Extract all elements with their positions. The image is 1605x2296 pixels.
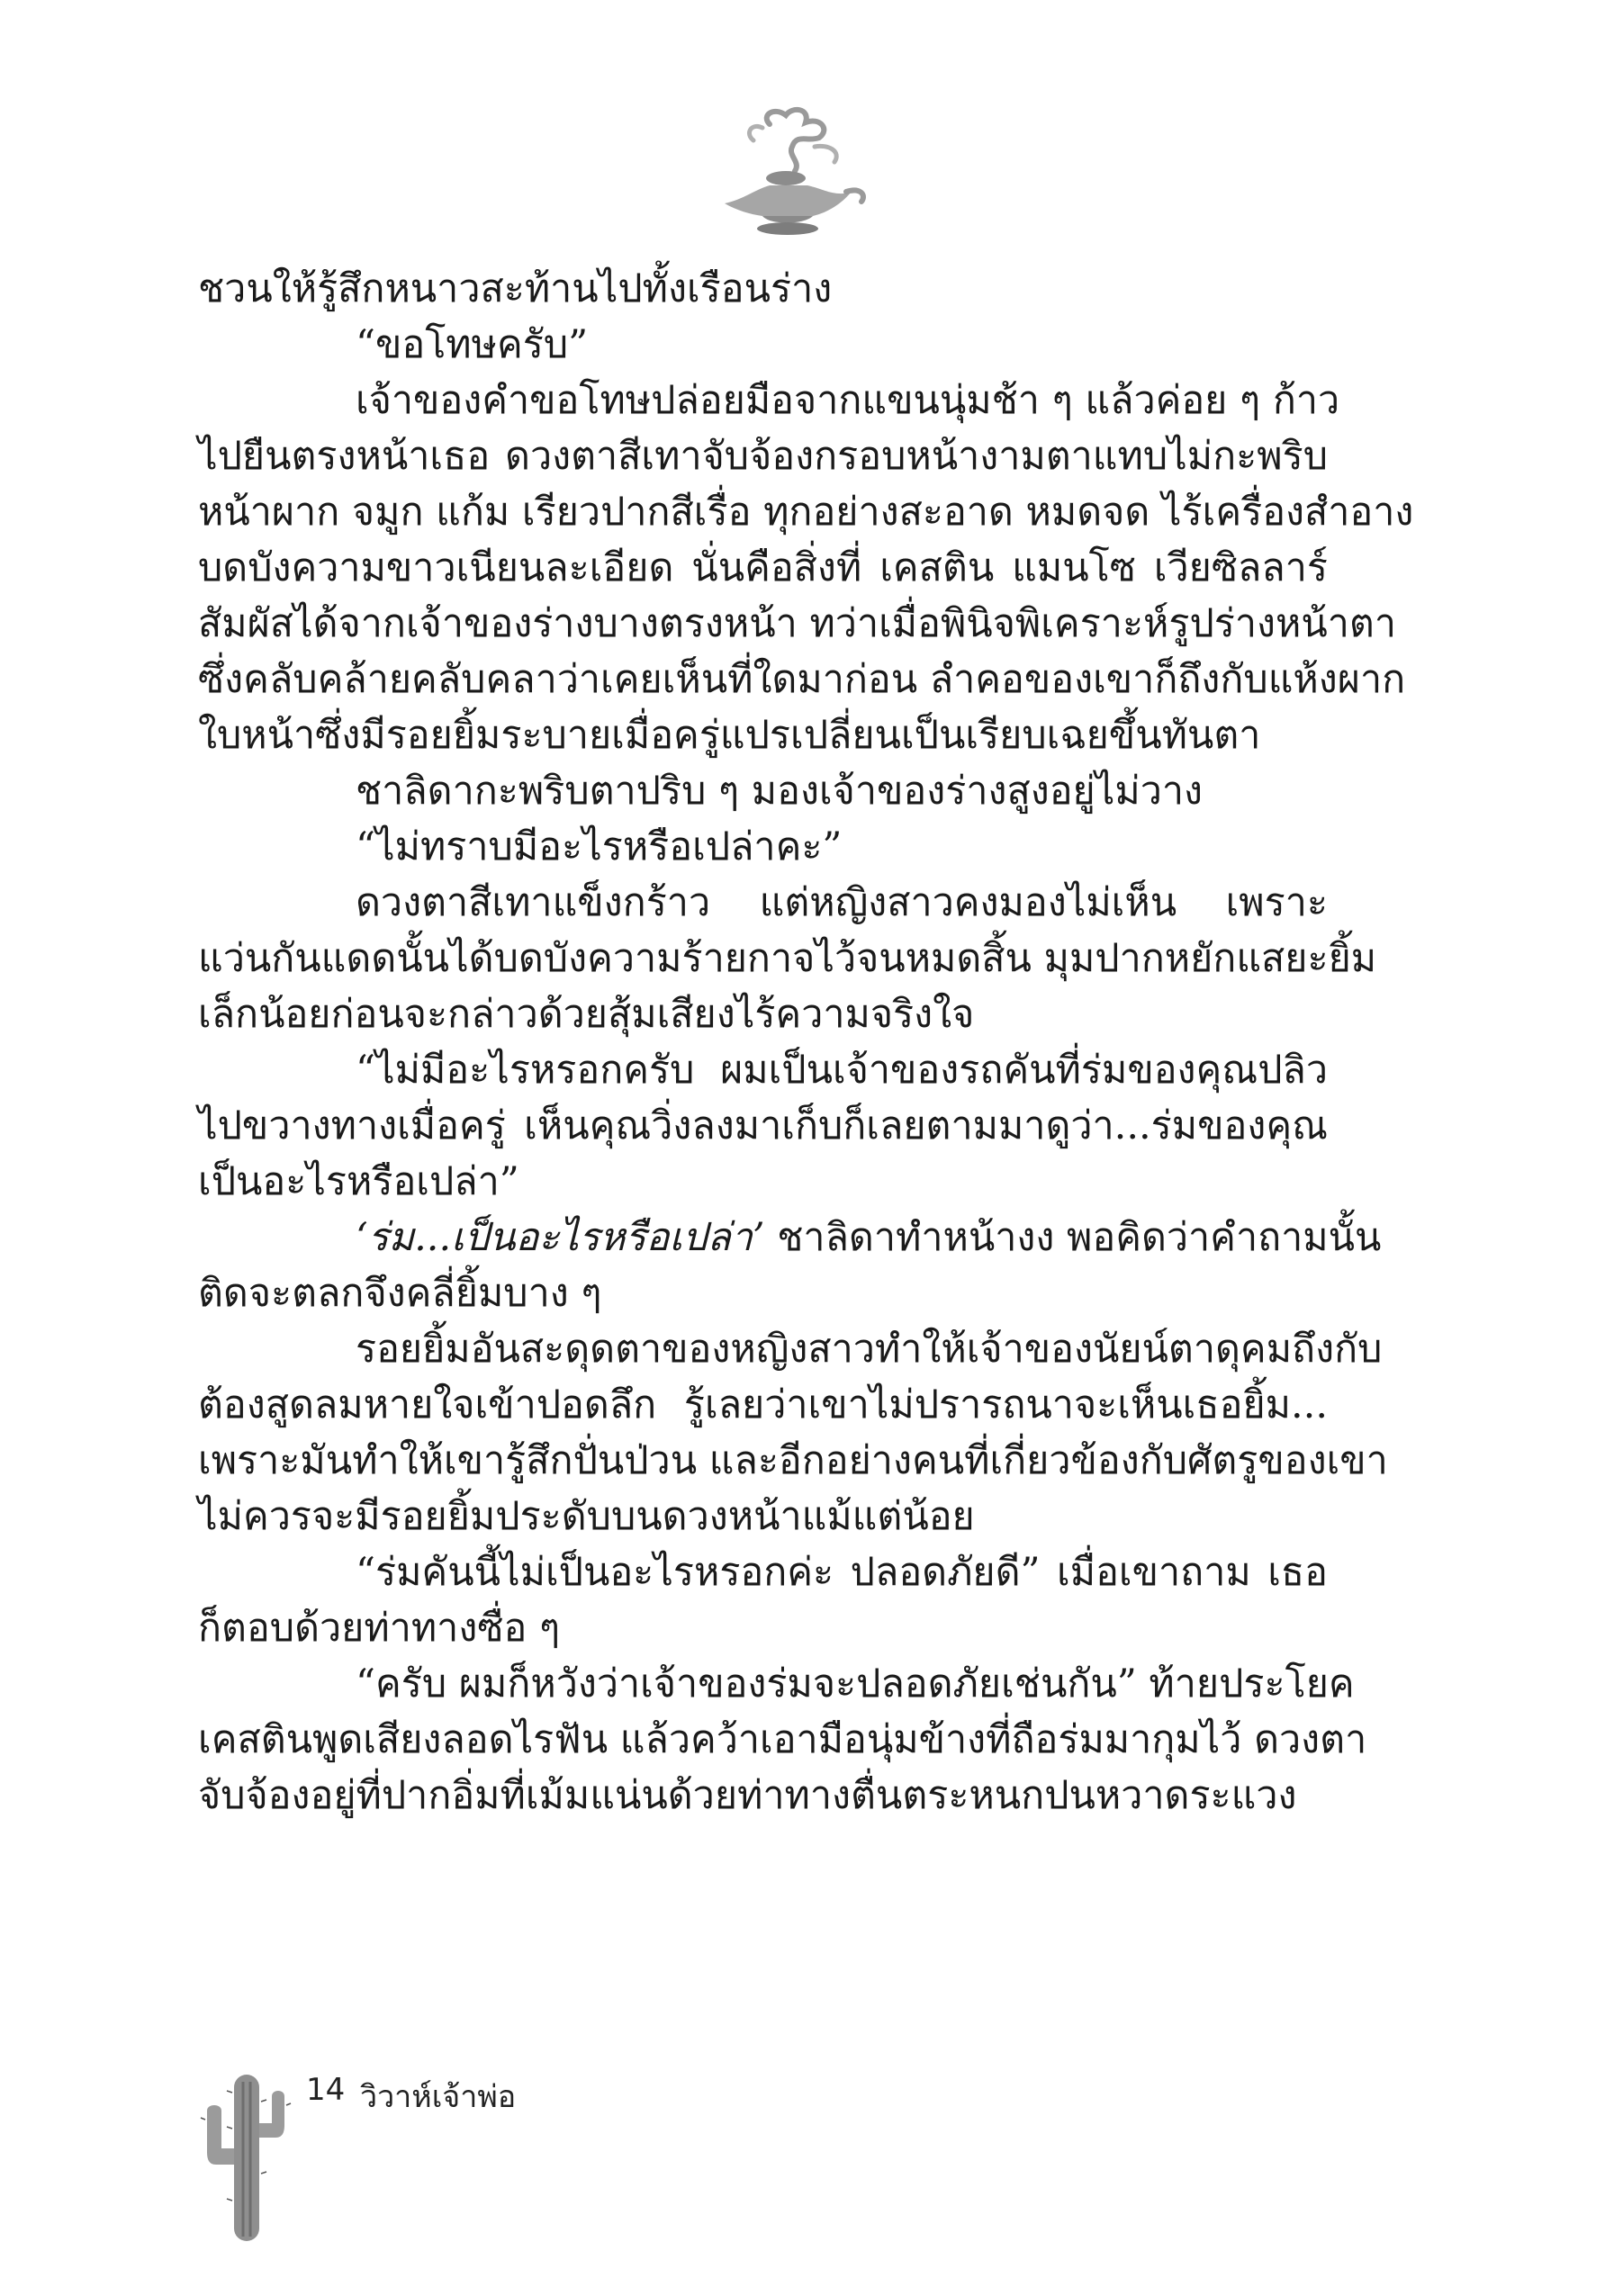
text-line: “ครับ ผมก็หวังว่าเจ้าของร่มจะปลอดภัยเช่นกัน” ท้ายประโยค: [356, 1661, 1355, 1706]
text-line: ซึ่งคลับคล้ายคลับคลาว่าเคยเห็นที่ใดมาก่อน ลำคอของเขาก็ถึงกับแห้งผาก: [198, 657, 1406, 702]
text-line: สัมผัสได้จากเจ้าของร่างบางตรงหน้า ทว่าเมื่อพินิจพิเคราะห์รูปร่างหน้าตา: [198, 601, 1396, 646]
text-line: บดบังความขาวเนียนละเอียด นั่นคือสิ่งที่ เคสติน แมนโซ เวียซิลลาร์: [198, 545, 1328, 590]
text-line: เจ้าของคำขอโทษปล่อยมือจากแขนนุ่มช้า ๆ แล้วค่อย ๆ ก้าว: [356, 378, 1340, 423]
text-line: ก็ตอบด้วยท่าทางซื่อ ๆ: [198, 1606, 561, 1651]
text-line: “ขอโทษครับ”: [356, 322, 589, 367]
book-title: วิวาห์เจ้าพ่อ: [360, 2079, 517, 2115]
text-line: เพราะมันทำให้เขารู้สึกปั่นป่วน และอีกอย่างคนที่เกี่ยวข้องกับศัตรูของเขา: [198, 1438, 1388, 1483]
cactus-icon: [196, 2066, 295, 2246]
quoted-thought: ‘ร่ม...เป็นอะไรหรือเปล่า’: [356, 1215, 765, 1260]
text-line: “ไม่ทราบมีอะไรหรือเปล่าคะ”: [356, 824, 843, 869]
page-number: 14: [306, 2072, 346, 2108]
text-line: [356, 1210, 1381, 1265]
text-line: หน้าผาก จมูก แก้ม เรียวปากสีเรื่อ ทุกอย่างสะอาด หมดจด ไร้เครื่องสำอาง: [198, 490, 1414, 535]
text-line: ชวนให้รู้สึกหนาวสะท้านไปทั้งเรือนร่าง: [198, 266, 833, 311]
text-line: ติดจะตลกจึงคลี่ยิ้มบาง ๆ: [198, 1271, 602, 1316]
text-line: “ไม่มีอะไรหรอกครับ ผมเป็นเจ้าของรถคันที่ร่มของคุณปลิว: [356, 1048, 1328, 1093]
text-line: ต้องสูดลมหายใจเข้าปอดลึก รู้เลยว่าเขาไม่ปรารถนาจะเห็นเธอยิ้ม...: [198, 1382, 1328, 1427]
text-line: เคสตินพูดเสียงลอดไรฟัน แล้วคว้าเอามือนุ่มข้างที่ถือร่มมากุมไว้ ดวงตา: [198, 1717, 1367, 1762]
text-line-rest: ชาลิดาทำหน้างง พอคิดว่าคำถามนั้น: [764, 1215, 1382, 1260]
text-line: ไปยืนตรงหน้าเธอ ดวงตาสีเทาจับจ้องกรอบหน้างามตาแทบไม่กะพริบ: [198, 434, 1328, 479]
text-line: แว่นกันแดดนั้นได้บดบังความร้ายกาจไว้จนหมดสิ้น มุมปากหยักแสยะยิ้ม: [198, 936, 1377, 981]
text-line: ใบหน้าซึ่งมีรอยยิ้มระบายเมื่อครู่แปรเปลี่ยนเป็นเรียบเฉยขึ้นทันตา: [198, 713, 1261, 758]
text-line: ไม่ควรจะมีรอยยิ้มประดับบนดวงหน้าแม้แต่น้อย: [198, 1494, 975, 1539]
text-line: เล็กน้อยก่อนจะกล่าวด้วยสุ้มเสียงไร้ความจริงใจ: [198, 992, 975, 1037]
text-line: เป็นอะไรหรือเปล่า”: [198, 1159, 519, 1204]
text-line: ไปขวางทางเมื่อครู่ เห็นคุณวิ่งลงมาเก็บก็เลยตามมาดูว่า...ร่มของคุณ: [198, 1103, 1328, 1148]
text-line: รอยยิ้มอันสะดุดตาของหญิงสาวทำให้เจ้าของนัยน์ตาดุคมถึงกับ: [356, 1327, 1383, 1372]
genie-lamp-icon: [707, 106, 869, 241]
text-line: จับจ้องอยู่ที่ปากอิ่มที่เม้มแน่นด้วยท่าทางตื่นตระหนกปนหวาดระแวง: [198, 1773, 1297, 1818]
text-line: ชาลิดากะพริบตาปริบ ๆ มองเจ้าของร่างสูงอยู่ไม่วาง: [356, 769, 1203, 814]
text-line: ดวงตาสีเทาแข็งกร้าว แต่หญิงสาวคงมองไม่เห็น เพราะ: [356, 880, 1328, 925]
text-line: “ร่มคันนี้ไม่เป็นอะไรหรอกค่ะ ปลอดภัยดี” เมื่อเขาถาม เธอ: [356, 1550, 1328, 1595]
